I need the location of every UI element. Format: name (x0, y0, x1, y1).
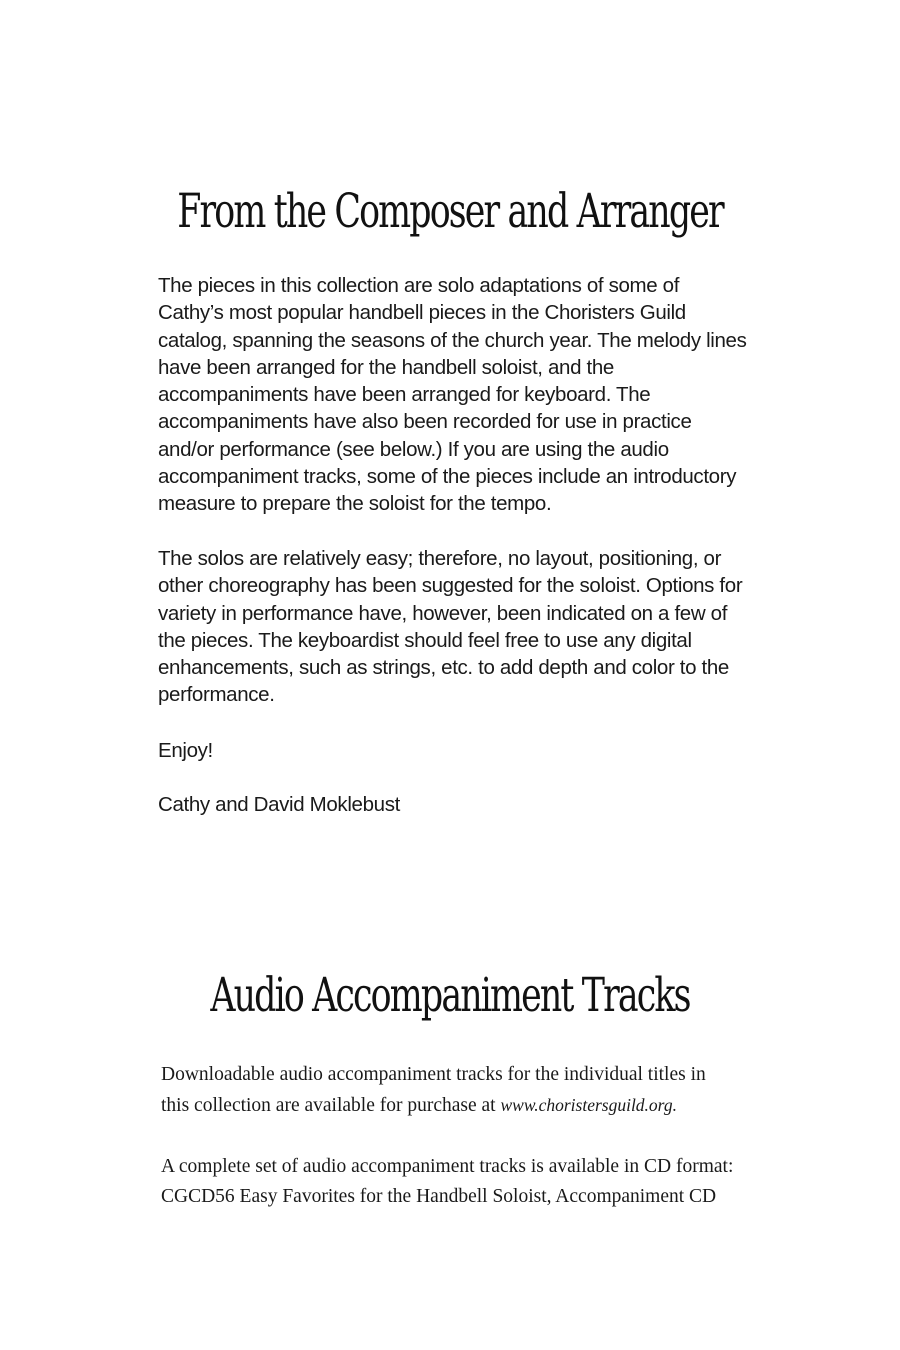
composer-paragraph-1: The pieces in this collection are solo adaptations of some of Cathy’s most popular handbell pieces in the Choristers Guild catalog, spanning the seasons of the church year. The melody lines have been arranged for the handbell soloist, and the accompaniments have been arranged for keyboard. The accompaniments have also been recorded for use in practice and/or performance (see below.) If you are using the audio accompaniment tracks, some of the pieces include an introductory measure to prepare the soloist for the tempo. (158, 274, 747, 516)
audio-paragraph-1-line-1: Downloadable audio accompaniment tracks for the individual titles in (161, 1064, 706, 1085)
audio-paragraph-1-line-2-text: this collection are available for purchase at (161, 1095, 496, 1116)
audio-paragraph-1 (161, 1060, 761, 1121)
audio-paragraph-2-line-1: A complete set of audio accompaniment tracks is available in CD format: (161, 1156, 734, 1177)
signature: Cathy and David Moklebust (158, 793, 400, 816)
composer-section-heading: From the Composer and Arranger (177, 184, 723, 239)
composer-paragraph-2: The solos are relatively easy; therefore, no layout, positioning, or other choreography has been suggested for the soloist. Options for variety in performance have, however, been indicated on a few of the pieces. The keyboardist should feel free to use any digital enhancements, such as strings, etc. to add depth and color to the performance. (158, 547, 743, 707)
audio-paragraph-1-line-2 (161, 1090, 761, 1121)
audio-section-heading: Audio Accompaniment Tracks (210, 968, 690, 1023)
audio-paragraph-2 (161, 1152, 761, 1212)
audio-paragraph-2-line-2: CGCD56 Easy Favorites for the Handbell Soloist, Accompaniment CD (161, 1186, 717, 1207)
website-link[interactable]: www.choristersguild.org. (500, 1095, 677, 1115)
closing-text: Enjoy! (158, 739, 213, 762)
